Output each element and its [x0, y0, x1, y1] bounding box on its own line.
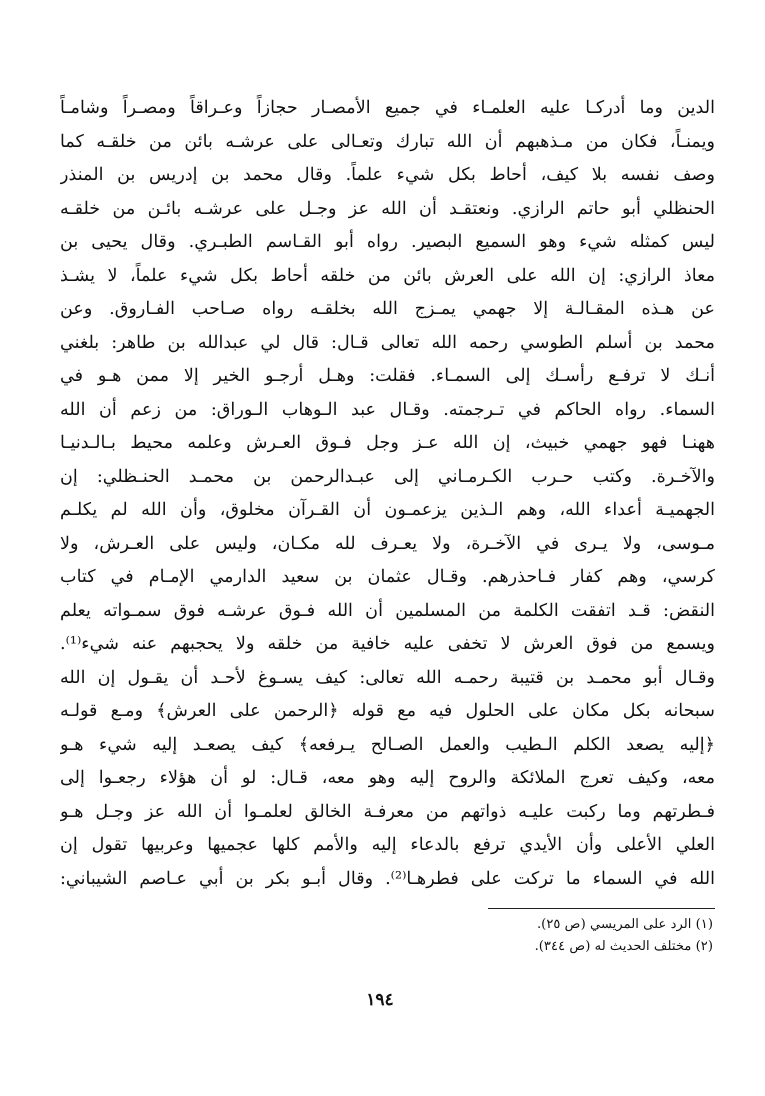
footnote: (٢) مختلف الحديث له (ص ٣٤٤). — [534, 939, 713, 954]
text-line: وقـال أبو محمـد بن قتيبة رحمـه الله تعالى: كيف يسـوغ لأحـد أن يقـول إن الله — [60, 667, 715, 688]
text-line: سبحانه بكل مكان على الحلول فيه مع قوله ﴿الرحمن على العرش﴾ ومـع قولـه — [60, 701, 715, 721]
text-line: والآخـرة. وكتب حـرب الكـرمـاني إلى عبـدالرحمن بن محمـد الحنـظلي: إن — [60, 466, 715, 487]
footnotes — [300, 914, 713, 958]
text-line: ﴿إليه يصعد الكلم الـطيب والعمل الصـالح يـرفعه﴾ كيف يصعـد إليه شيء هـو — [60, 734, 715, 755]
text-line: عن هـذه المقـالـة إلا جهمي يمـزج الله بخلقـه رواه صـاحب الفـاروق. وعن — [60, 299, 715, 319]
text-line: العلي الأعلى وأن الأيدي ترفع بالدعاء إليه والأمم كلها عجميها وعربيها تقول إن — [60, 835, 715, 855]
text-line: وصف نفسه بلا كيف، أحاط بكل شيء علماً. وقال محمد بن إدريس بن المنذر — [60, 165, 715, 185]
text-line: كرسي، وهم كفار فـاحذرهم. وقـال عثمان بن سعيد الدارمي الإمـام في كتاب — [60, 567, 715, 587]
text-line: ليس كمثله شيء وهو السميع البصير. رواه أبو القـاسم الطبـري. وقال يحيى بن — [60, 232, 715, 252]
text-line: مـوسى، ولا يـرى في الآخـرة، ولا يعـرف لله مكـان، وليس على العـرش، ولا — [60, 533, 715, 554]
text-line: معه، وكيف تعرج الملائكة والروح إليه وهو معه، قـال: لو أن هؤلاء رجعـوا إلى — [60, 768, 715, 788]
text-line: السماء. رواه الحاكم في تـرجمته. وقـال عبد الـوهاب الـوراق: من زعم أن الله — [60, 399, 715, 420]
text-line: فـطرتهم وما ركبت عليـه ذواتهم من معرفـة الخالق لعلمـوا أن الله عز وجـل هـو — [60, 801, 715, 822]
text-line: الدين وما أدركـا عليه العلمـاء في جميع الأمصـار حجازاً وعـراقاً ومصـراً وشامـاً — [60, 98, 715, 118]
text-line: ويمنـاً، فكان من مـذهبهم أن الله تبارك وتعـالى على عرشـه بائن من خلقـه كما — [60, 131, 715, 152]
text-line: الحنظلي أبو حاتم الرازي. ونعتقـد أن الله عز وجـل على عرشـه بائـن من خلقـه — [60, 198, 715, 219]
text-line: أنـك لا ترفـع رأسـك إلى السمـاء. فقلت: وهـل أرجـو الخير إلا ممن هـو في — [60, 366, 715, 386]
text-line: ههنـا فهو جهمي خبيث، إن الله عـز وجل فـوق العـرش وعلمه محيط بـالـدنيـا — [60, 433, 715, 453]
text-line: الجهميـة أعداء الله، وهم الـذين يزعمـون أن القـرآن مخلوق، وأن الله لم يكلـم — [60, 500, 715, 520]
text-line: ويسمع من فوق العرش لا تخفى عليه خافية من خلقه ولا يحجبهم عنه شيء⁽¹⁾. — [60, 634, 715, 654]
footnote: (١) الرد على المريسي (ص ٢٥). — [536, 917, 713, 932]
body-text — [60, 92, 715, 896]
text-line: النقض: قـد اتفقت الكلمة من المسلمين أن الله فـوق عرشـه فوق سمـواته يعلم — [60, 600, 715, 621]
page-number: ١٩٤ — [366, 990, 394, 1010]
text-line: محمد بن أسلم الطوسي رحمه الله تعالى قـال: قال لي عبدالله بن طاهر: بلغني — [60, 332, 715, 353]
footnote-divider — [488, 908, 715, 909]
text-line: معاذ الرازي: إن الله على العرش بائن من خلقه أحاط بكل شيء علماً، لا يشـذ — [60, 265, 715, 286]
text-line: الله في السماء ما تركت على فطرهـا⁽²⁾. وقال أبـو بكر بن أبي عـاصم الشيباني: — [60, 868, 715, 889]
